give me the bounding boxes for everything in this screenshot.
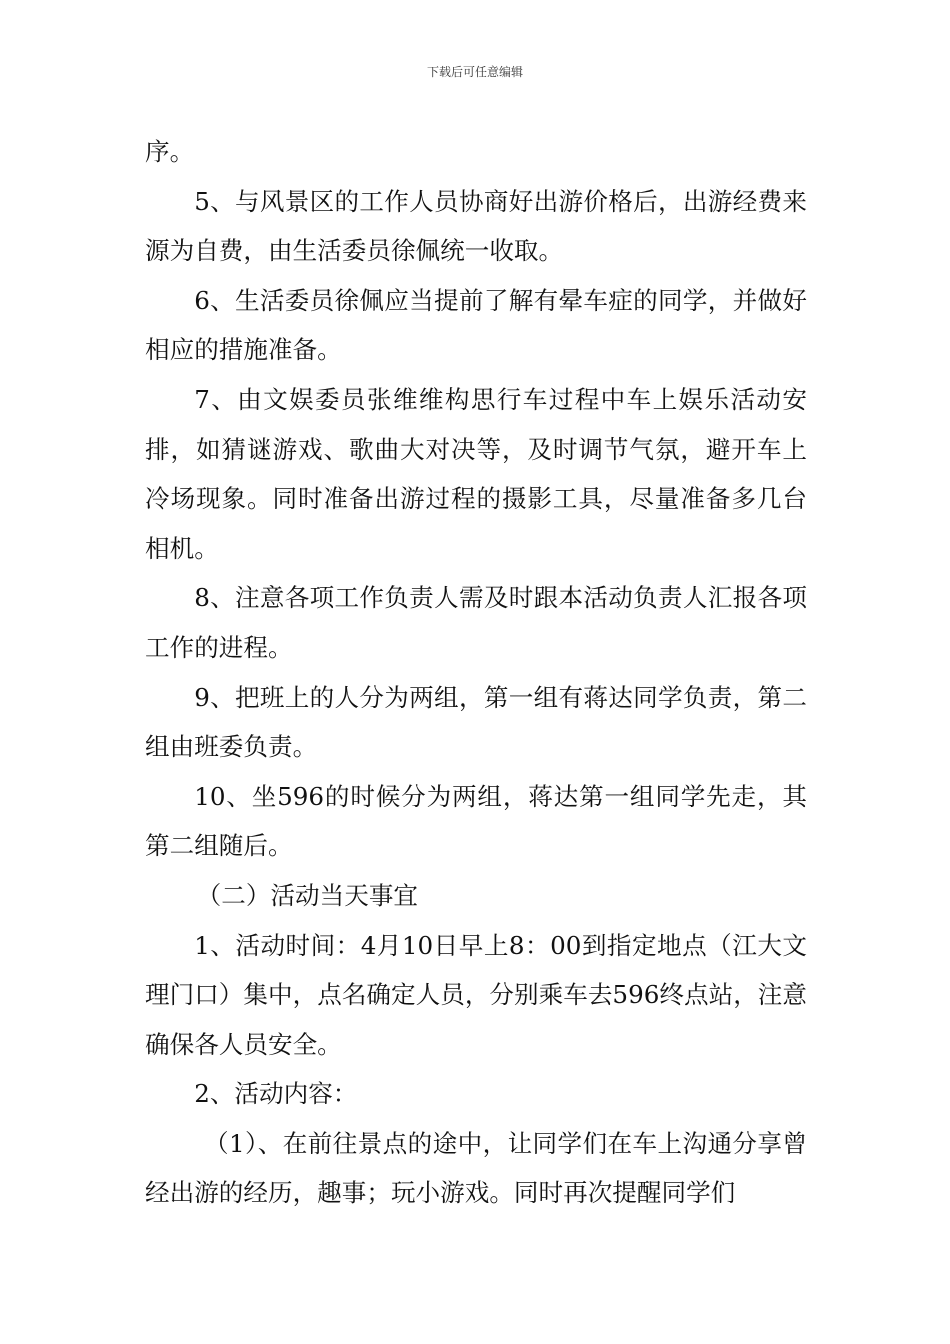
paragraph-item-9: 9、把班上的人分为两组，第一组有蒋达同学负责，第二组由班委负责。 (145, 682, 807, 762)
page-header: 下载后可任意编辑 (426, 65, 523, 79)
paragraph-item-7: 7、由文娱委员张维维构思行车过程中车上娱乐活动安排，如猜谜游戏、歌曲大对决等，及时调节气氛，避开车上冷场现象。同时准备出游过程的摄影工具，尽量准备多几台相机。 (145, 384, 807, 563)
paragraph-sub-item-1: （1）、在前往景点的途中，让同学们在车上沟通分享曾经出游的经历，趣事；玩小游戏。同时再次提醒同学们 (145, 1128, 807, 1208)
paragraph-item-10: 10、坐596的时候分为两组，蒋达第一组同学先走，其第二组随后。 (145, 781, 807, 861)
paragraph-continuation: 序。 (145, 137, 195, 166)
document-body (145, 127, 807, 1218)
paragraph-item-8: 8、注意各项工作负责人需及时跟本活动负责人汇报各项工作的进程。 (145, 583, 807, 662)
paragraph-item-5: 5、与风景区的工作人员协商好出游价格后，出游经费来源为自费，由生活委员徐佩统一收取。 (145, 186, 807, 266)
section-heading: （二）活动当天事宜 (196, 880, 419, 910)
paragraph-item-6: 6、生活委员徐佩应当提前了解有晕车症的同学，并做好相应的措施准备。 (145, 285, 807, 365)
paragraph-activity-time: 1、活动时间：4月10日早上8：00到指定地点（江大文理门口）集中，点名确定人员，分别乘车去596终点站，注意确保各人员安全。 (145, 930, 807, 1059)
paragraph-activity-content: 2、活动内容： (194, 1079, 358, 1109)
